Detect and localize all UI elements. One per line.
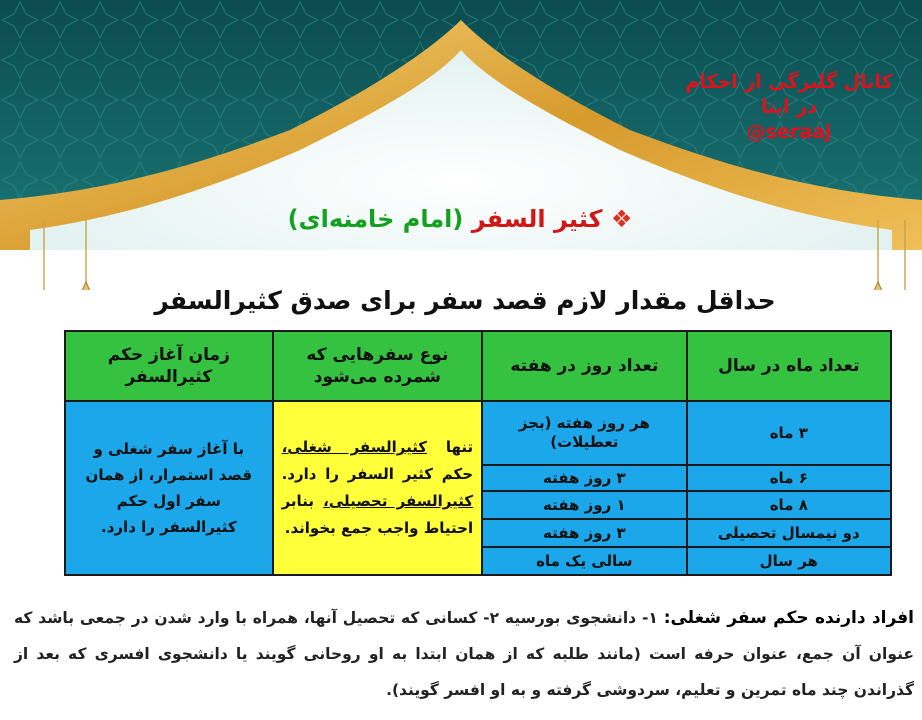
header-trips: نوع سفرهایی که شمرده می‌شود (273, 331, 483, 401)
cell-days: ۳ روز هفته (482, 465, 686, 491)
trip-job: کثیرالسفر شغلی، (281, 438, 428, 456)
bullet-star-icon: ❖ (610, 205, 633, 233)
channel-line-1: کانال گلبرگی از احکام (685, 71, 893, 93)
trip-study-rule: بنابر احتیاط واجب جمع بخواند. (281, 492, 474, 537)
header-start: زمان آغاز حکم کثیرالسفر (65, 331, 273, 401)
trip-study: کثیرالسفر تحصیلی، (323, 492, 474, 510)
table-header-row (65, 331, 891, 401)
table-row (65, 401, 891, 465)
cell-start-time: با آغاز سفر شغلی و قصد استمرار، از همان سفر اول حکم کثیرالسفر را دارد. (65, 401, 273, 575)
paragraph-body: ۱- دانشجوی بورسیه ۲- کسانی که تحصیل آنها، همراه با وارد شدن در جمعی باشد که عنوان آن جمع، عنوان حرفه است (مانند طلبه که از همان ابتدا به او روحانی گویند یا دانشجوی افسری که بعد از گذراندن چند ماه تمرین و تعلیم، سردوشی گرفته و به او افسر گویند). (14, 609, 914, 699)
cell-days: هر روز هفته (بجز تعطیلات) (482, 401, 686, 465)
header-months: تعداد ماه در سال (687, 331, 891, 401)
trip-only: تنها (445, 438, 474, 456)
trip-job-rule: حکم کثیر السفر را دارد. (281, 465, 474, 483)
page-title: حداقل مقدار لازم قصد سفر برای صدق کثیرالسفر (154, 286, 776, 315)
header-days: تعداد روز در هفته (482, 331, 686, 401)
subtitle-topic: کثیر السفر (471, 205, 603, 233)
paragraph-heading: افراد دارنده حکم سفر شغلی: (663, 608, 914, 628)
channel-watermark (674, 70, 904, 145)
cell-months: هر سال (687, 547, 891, 575)
subtitle (250, 205, 670, 233)
channel-handle: @seraaj (746, 121, 832, 143)
cell-days: ۳ روز هفته (482, 519, 686, 547)
cell-months: ۸ ماه (687, 491, 891, 519)
decorative-banner (0, 0, 922, 290)
cell-months: ۶ ماه (687, 465, 891, 491)
explanation-paragraph (14, 600, 914, 708)
cell-months: ۳ ماه (687, 401, 891, 465)
cell-days: سالی یک ماه (482, 547, 686, 575)
cell-months: دو نیمسال تحصیلی (687, 519, 891, 547)
cell-days: ۱ روز هفته (482, 491, 686, 519)
channel-line-2: در ایتا (761, 96, 817, 118)
rules-table (64, 330, 892, 576)
cell-trip-types (273, 401, 483, 575)
subtitle-source: (امام خامنه‌ای) (287, 205, 464, 233)
